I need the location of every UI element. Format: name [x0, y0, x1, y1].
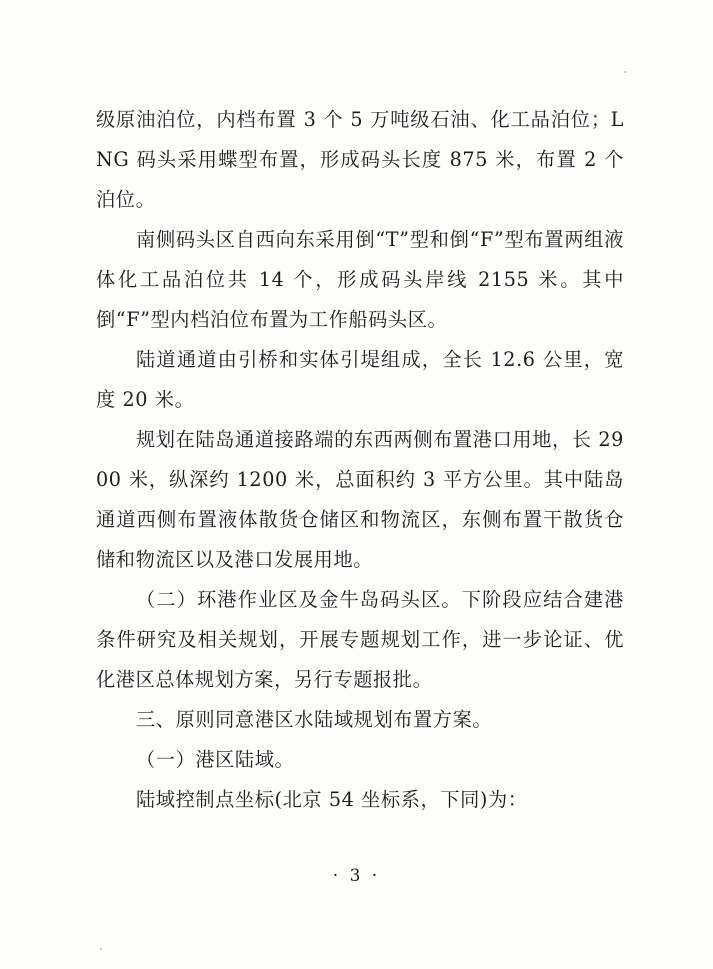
paper-speck	[100, 948, 102, 950]
paragraph-port-land-planning: 规划在陆岛通道接路端的东西两侧布置港口用地，长 2900 米，纵深约 1200 米，总面积约 3 平方公里。其中陆岛通道西侧布置液体散货仓储区和物流区，东侧布置干散货仓储和物流区以及港口发展用地。	[96, 428, 624, 571]
paragraph-land-island-channel: 陆道通道由引桥和实体引堤组成，全长 12.6 公里，宽度 20 米。	[96, 348, 624, 411]
paragraph-berths-continuation: 级原油泊位，内档布置 3 个 5 万吨级石油、化工品泊位；LNG 码头采用蝶型布置，形成码头长度 875 米，布置 2 个泊位。	[96, 108, 624, 211]
paper-speck	[624, 71, 626, 73]
paragraph-item-one-sub: （一）港区陆域。	[136, 748, 295, 771]
page-number: · 3 ·	[332, 866, 381, 886]
paragraph-south-wharf: 南侧码头区自西向东采用倒“T”型和倒“F”型布置两组液体化工品泊位共 14 个，形成码头岸线 2155 米。其中倒“F”型内档泊位布置为工作船码头区。	[96, 228, 624, 331]
paragraph-item-three: 三、原则同意港区水陆域规划布置方案。	[136, 708, 493, 731]
paragraph-coordinates: 陆域控制点坐标(北京 54 坐标系，下同)为：	[136, 788, 528, 811]
document-body	[96, 100, 624, 820]
paragraph-item-two: （二）环港作业区及金牛岛码头区。下阶段应结合建港条件研究及相关规划，开展专题规划工作，进一步论证、优化港区总体规划方案，另行专题报批。	[96, 588, 624, 691]
